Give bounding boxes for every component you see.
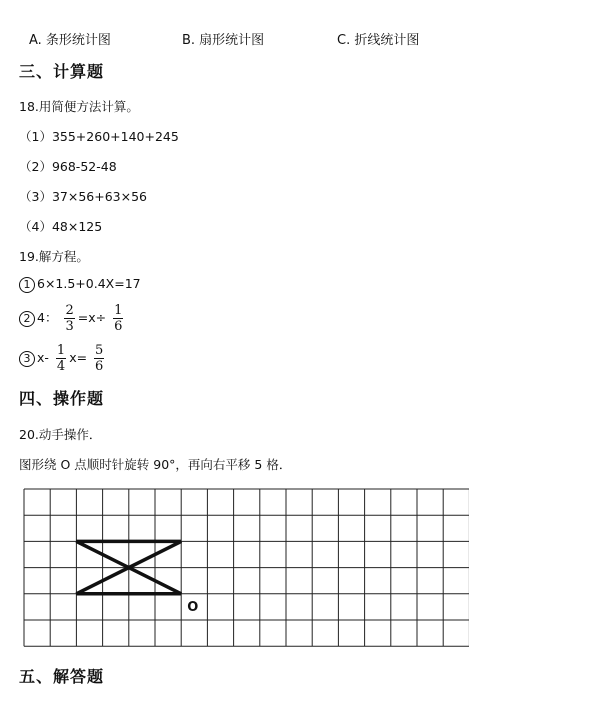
fraction-two-thirds: $\frac{2}{3}$ [65, 303, 74, 334]
option-c: C. 折线统计图 [337, 33, 420, 48]
section-title-operation: 四、操作题 [19, 389, 105, 408]
question-18-prompt: 18.用简便方法计算。 [19, 99, 139, 114]
square-grid [23, 488, 469, 650]
equation-2-pre: 4： [37, 310, 58, 325]
equation-1-text: 6×1.5+0.4X=17 [37, 276, 141, 291]
equation-3 [19, 344, 107, 373]
fraction-one-quarter: $\frac{1}{4}$ [56, 343, 66, 374]
question-20-prompt: 20.动手操作． [19, 427, 102, 442]
option-a: A. 条形统计图 [29, 33, 111, 48]
fraction-five-sixths: $\frac{5}{6}$ [95, 343, 104, 374]
equation-3-mid: x= [69, 350, 88, 365]
question-18-item-2: （2）968-52-48 [19, 159, 117, 174]
equation-2-mid: =x÷ [77, 310, 107, 325]
equation-3-pre: x- [37, 350, 49, 365]
section-title-calculation: 三、计算题 [19, 62, 105, 81]
grid-lines [24, 489, 469, 646]
question-19-prompt: 19.解方程。 [19, 249, 89, 264]
circled-number-3: 3 [19, 351, 35, 367]
fraction-one-sixth: $\frac{1}{6}$ [114, 303, 123, 334]
circled-number-1: 1 [19, 277, 35, 293]
question-18-item-1: （1）355+260+140+245 [19, 129, 179, 144]
section-title-answers: 五、解答题 [19, 667, 105, 686]
question-20-instruction: 图形绕 O 点顺时针旋转 90°，再向右平移 5 格． [19, 457, 292, 472]
question-18-item-3: （3）37×56+63×56 [19, 189, 147, 204]
equation-2 [19, 304, 126, 333]
question-18-item-4: （4）48×125 [19, 219, 103, 234]
point-o-label: O [187, 599, 199, 615]
equation-1 [19, 276, 141, 293]
circled-number-2: 2 [19, 311, 35, 327]
option-b: B. 扇形统计图 [182, 33, 265, 48]
